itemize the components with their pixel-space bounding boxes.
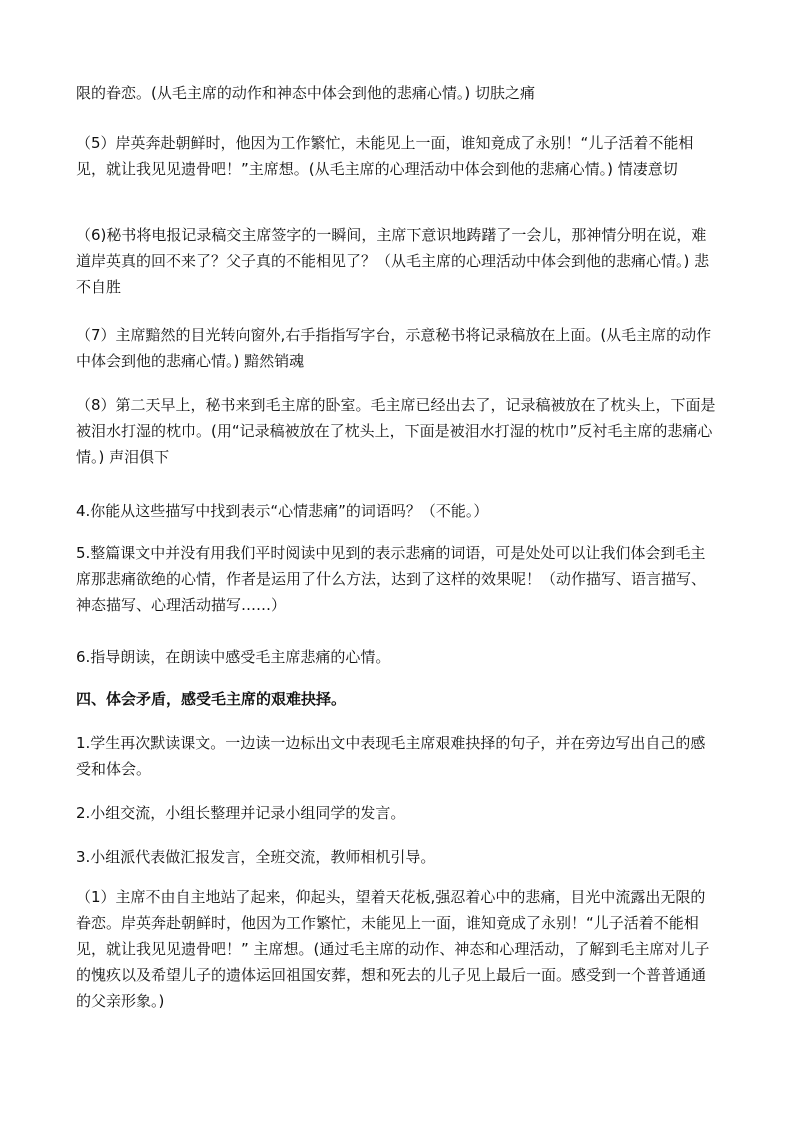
example-1: （1）主席不由自主地站了起来，仰起头，望着天花板,强忍着心中的悲痛，目光中流露出无限的眷恋。岸英奔赴朝鲜时，他因为工作繁忙，未能见上一面，谁知竟成了永别！“儿子活着不能相见，就让我见见遗骨吧！” 主席想。(通过毛主席的动作、神态和心理活动，了解到毛主席对儿子的愧疚以及希望儿子的遗体运回祖国安葬，想和死去的儿子见上最后一面。感受到一个普普通通的父亲形象。) (76, 888, 710, 1010)
paragraph-item-7: （7）主席黯然的目光转向窗外,右手指指写字台，示意秘书将记录稿放在上面。(从毛主席的动作中体会到他的悲痛心情。) 黯然销魂 (76, 326, 712, 370)
paragraph-item-5: （5）岸英奔赴朝鲜时，他因为工作繁忙，未能见上一面，谁知竟成了永别！“儿子活着不能相见，就让我见见遗骨吧！”主席想。(从毛主席的心理活动中体会到他的悲痛心情。) 情凄意切 (76, 134, 694, 178)
section-heading-4: 四、体会矛盾，感受毛主席的艰难抉择。 (76, 690, 347, 708)
paragraph-item-6: （6)秘书将电报记录稿交主席签字的一瞬间，主席下意识地踌躇了一会儿，那神情分明在说，难道岸英真的回不来了？父子真的不能相见了？（从毛主席的心理活动中体会到他的悲痛心情。) 悲不自胜 (76, 226, 710, 296)
step-2: 2.小组交流，小组长整理并记录小组同学的发言。 (76, 804, 406, 822)
paragraph-item-8: （8）第二天早上，秘书来到毛主席的卧室。毛主席已经出去了，记录稿被放在了枕头上，下面是被泪水打湿的枕巾。(用“记录稿被放在了枕头上，下面是被泪水打湿的枕巾”反衬毛主席的悲痛心情。) 声泪俱下 (76, 396, 716, 466)
step-1: 1.学生再次默读课文。一边读一边标出文中表现毛主席艰难抉择的句子，并在旁边写出自己的感受和体会。 (76, 734, 706, 778)
instruction-6: 6.指导朗读，在朗读中感受毛主席悲痛的心情。 (76, 648, 391, 666)
paragraph-continuation: 限的眷恋。(从毛主席的动作和神态中体会到他的悲痛心情。) 切肤之痛 (76, 84, 535, 102)
step-3: 3.小组派代表做汇报发言，全班交流，教师相机引导。 (76, 848, 436, 866)
question-5: 5.整篇课文中并没有用我们平时阅读中见到的表示悲痛的词语，可是处处可以让我们体会到毛主席那悲痛欲绝的心情，作者是运用了什么方法，达到了这样的效果呢！（动作描写、语言描写、神态描写、心理活动描写……） (76, 544, 707, 614)
question-4: 4.你能从这些描写中找到表示“心情悲痛”的词语吗？（不能。） (76, 502, 489, 520)
